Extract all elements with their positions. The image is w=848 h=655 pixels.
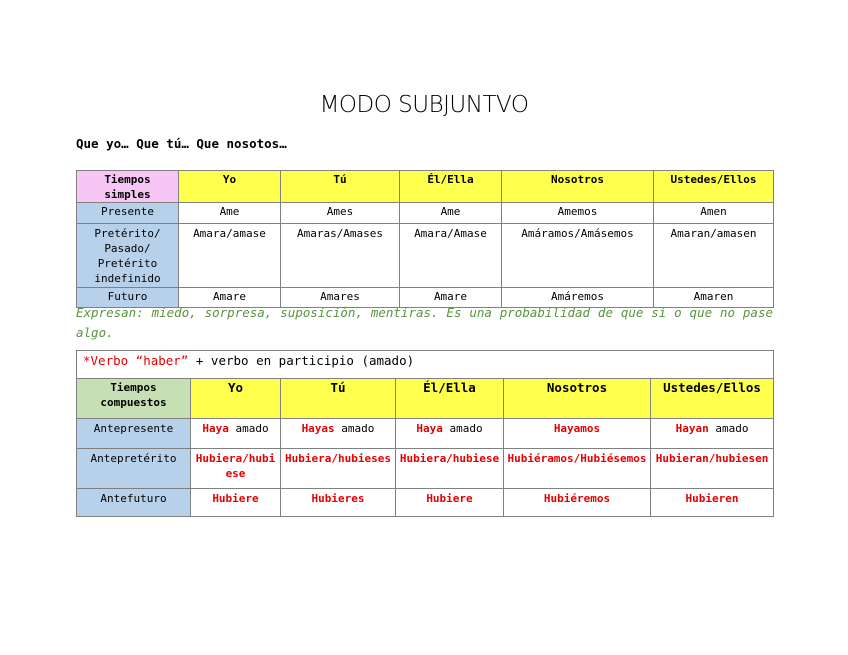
table-cell: Hubiera/hubieses bbox=[281, 449, 396, 489]
simple-tenses-table bbox=[76, 170, 774, 308]
table-row bbox=[77, 419, 774, 449]
header-cell-ustedes-ellos: Ustedes/Ellos bbox=[654, 171, 774, 203]
header-cell-tu: Tú bbox=[281, 379, 396, 419]
table-row bbox=[77, 203, 774, 224]
table-cell: Amaren bbox=[654, 288, 774, 308]
table-cell: Ame bbox=[400, 203, 502, 224]
header-cell-yo: Yo bbox=[179, 171, 281, 203]
table-header-row bbox=[77, 379, 774, 419]
participle: amado bbox=[708, 422, 749, 435]
participle: amado bbox=[442, 422, 483, 435]
table-cell bbox=[651, 419, 774, 449]
table-cell: Hubieres bbox=[281, 489, 396, 517]
header-cell-nosotros: Nosotros bbox=[502, 171, 654, 203]
table-cell: Amen bbox=[654, 203, 774, 224]
haber-form: Hayan bbox=[675, 422, 709, 435]
haber-form: Haya bbox=[202, 422, 229, 435]
table-cell: Hubiera/hubiese bbox=[191, 449, 281, 489]
header-cell-tiempos-simples: Tiempos simples bbox=[77, 171, 179, 203]
compound-tenses-table bbox=[76, 350, 774, 517]
table-cell: Amáremos bbox=[502, 288, 654, 308]
caption-haber: *Verbo “haber” bbox=[83, 353, 189, 368]
table-cell: Amara/Amase bbox=[400, 224, 502, 288]
haber-form: Haya bbox=[416, 422, 443, 435]
table-cell: Amaras/Amases bbox=[281, 224, 400, 288]
row-label: Pretérito/ Pasado/ Pretérito indefinido bbox=[77, 224, 179, 288]
table-cell bbox=[504, 419, 651, 449]
table-cell: Hubiéramos/Hubiésemos bbox=[504, 449, 651, 489]
table-cell: Amáramos/Amásemos bbox=[502, 224, 654, 288]
table-caption bbox=[77, 351, 774, 379]
table-cell: Ames bbox=[281, 203, 400, 224]
table-row bbox=[77, 449, 774, 489]
table-cell: Hubiera/hubiese bbox=[396, 449, 504, 489]
table-cell bbox=[396, 419, 504, 449]
table-cell: Amare bbox=[179, 288, 281, 308]
page-title: MODO SUBJUNTVO bbox=[319, 92, 529, 118]
row-label: Antepretérito bbox=[77, 449, 191, 489]
header-cell-el-ella: Él/Ella bbox=[396, 379, 504, 419]
table-cell: Hubieren bbox=[651, 489, 774, 517]
table-cell: Amare bbox=[400, 288, 502, 308]
table-cell bbox=[191, 419, 281, 449]
participle: amado bbox=[334, 422, 375, 435]
table-cell: Ame bbox=[179, 203, 281, 224]
table-caption-row bbox=[77, 351, 774, 379]
table-row bbox=[77, 489, 774, 517]
table-cell: Hubiere bbox=[191, 489, 281, 517]
table-cell: Hubieran/hubiesen bbox=[651, 449, 774, 489]
header-cell-tiempos-compuestos: Tiempos compuestos bbox=[77, 379, 191, 419]
table-cell: Hubiere bbox=[396, 489, 504, 517]
table-header-row bbox=[77, 171, 774, 203]
subtitle: Que yo… Que tú… Que nosotos… bbox=[76, 136, 287, 151]
header-cell-tu: Tú bbox=[281, 171, 400, 203]
table-cell: Amares bbox=[281, 288, 400, 308]
row-label: Antepresente bbox=[77, 419, 191, 449]
header-cell-ustedes-ellos: Ustedes/Ellos bbox=[651, 379, 774, 419]
haber-form: Hayamos bbox=[553, 422, 601, 435]
table-cell: Amara/amase bbox=[179, 224, 281, 288]
table-row bbox=[77, 224, 774, 288]
header-cell-el-ella: Él/Ella bbox=[400, 171, 502, 203]
table-cell bbox=[281, 419, 396, 449]
participle: amado bbox=[228, 422, 269, 435]
row-label: Antefuturo bbox=[77, 489, 191, 517]
haber-form: Hayas bbox=[301, 422, 335, 435]
header-cell-yo: Yo bbox=[191, 379, 281, 419]
row-label: Presente bbox=[77, 203, 179, 224]
table-cell: Amemos bbox=[502, 203, 654, 224]
usage-note: Expresan: miedo, sorpresa, suposición, mentiras. Es una probabilidad de que sí o que no pase algo. bbox=[76, 305, 773, 340]
table-cell: Amaran/amasen bbox=[654, 224, 774, 288]
header-cell-nosotros: Nosotros bbox=[504, 379, 651, 419]
caption-rest: + verbo en participio (amado) bbox=[188, 353, 415, 368]
row-label: Futuro bbox=[77, 288, 179, 308]
table-cell: Hubiéremos bbox=[504, 489, 651, 517]
